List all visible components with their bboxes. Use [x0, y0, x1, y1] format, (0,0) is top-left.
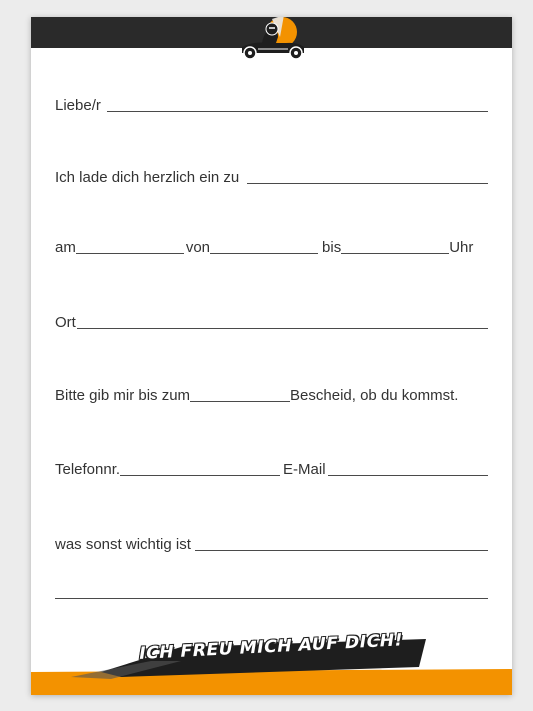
- phone-line[interactable]: [120, 475, 280, 476]
- rsvp-row: [55, 381, 488, 405]
- invite-row: [55, 163, 488, 187]
- start-time-line[interactable]: [210, 253, 318, 254]
- phone-label: Telefonnr.: [55, 461, 121, 478]
- invite-label: Ich lade dich herzlich ein zu: [55, 169, 240, 186]
- place-label: Ort: [55, 314, 76, 331]
- slogan: ICH FREU MICH AUF DICH!: [137, 630, 405, 664]
- extra-info-line[interactable]: [55, 598, 488, 599]
- other-info-label: was sonst wichtig ist: [55, 536, 191, 553]
- rsvp-suffix-label: Bescheid, ob du kommst.: [290, 387, 459, 404]
- invitation-card: [31, 17, 512, 695]
- email-label: E-Mail: [283, 461, 326, 478]
- rsvp-date-line[interactable]: [190, 401, 290, 402]
- recipient-name-line[interactable]: [107, 111, 488, 112]
- other-info-line[interactable]: [195, 550, 488, 551]
- occasion-line[interactable]: [247, 183, 488, 184]
- email-line[interactable]: [328, 475, 488, 476]
- place-line[interactable]: [77, 328, 488, 329]
- contact-row: [55, 455, 488, 479]
- other-info-row: [55, 530, 488, 554]
- end-time-label: bis: [322, 239, 342, 256]
- place-row: [55, 308, 488, 332]
- time-unit-label: Uhr: [449, 239, 474, 256]
- go-kart-icon: [234, 17, 310, 61]
- end-time-line[interactable]: [341, 253, 449, 254]
- date-label: am: [55, 239, 76, 256]
- greeting-label: Liebe/r: [55, 97, 101, 114]
- date-line[interactable]: [76, 253, 184, 254]
- start-time-label: von: [185, 239, 211, 256]
- date-time-row: [55, 233, 488, 257]
- rsvp-prefix-label: Bitte gib mir bis zum: [55, 387, 191, 404]
- greeting-row: [55, 91, 488, 115]
